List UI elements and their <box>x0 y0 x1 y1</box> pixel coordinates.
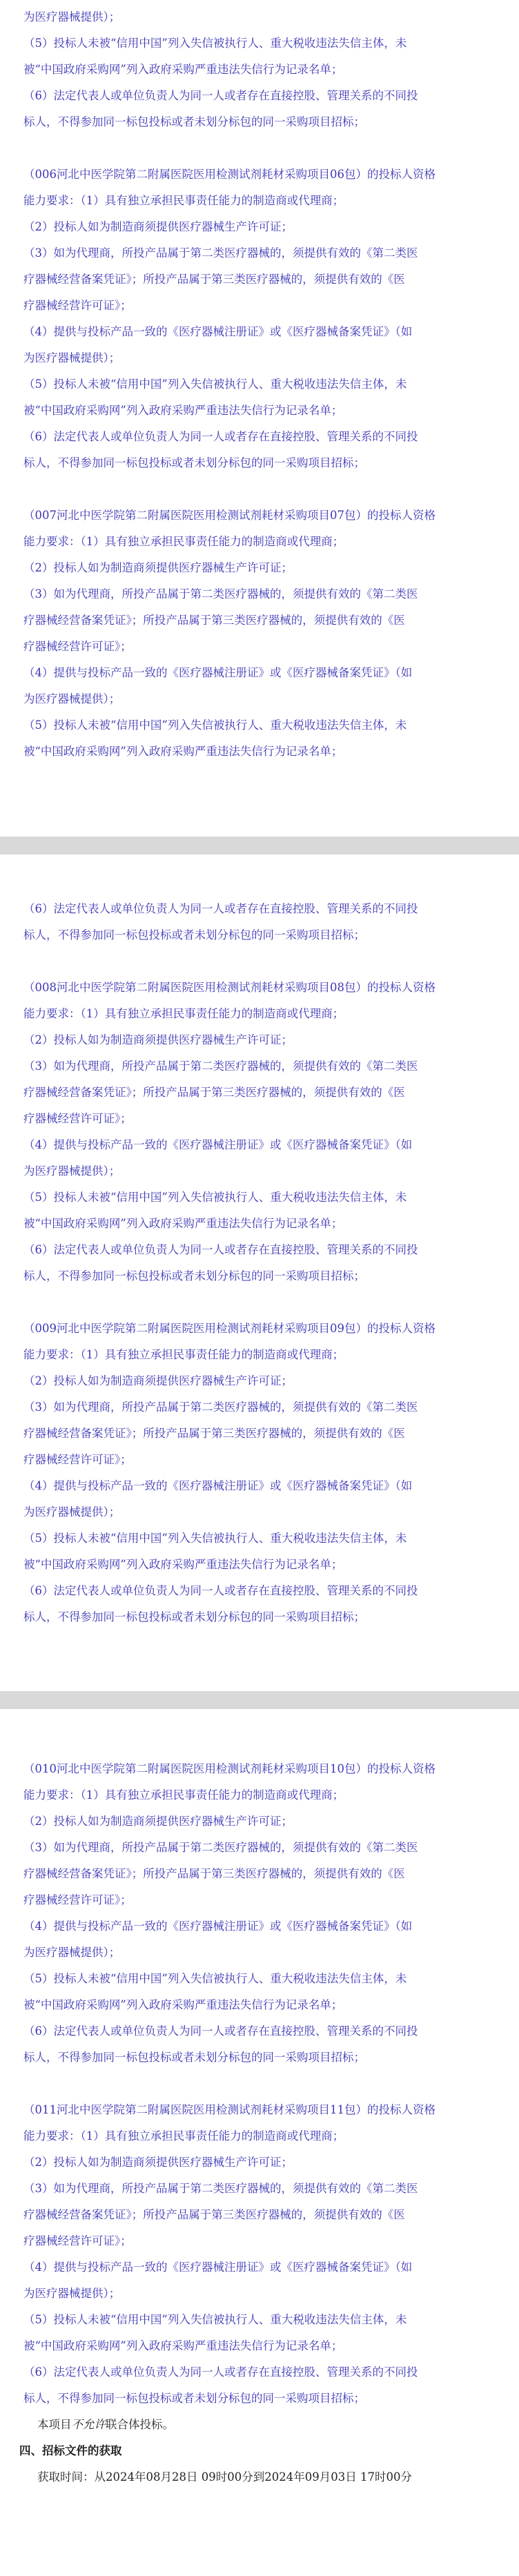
text-line: 为医疗器械提供）； <box>23 2287 121 2300</box>
text-line: （3）如为代理商，所投产品属于第二类医疗器械的，须提供有效的《第二类医 <box>23 2182 418 2195</box>
text-line: 能力要求：（1）具有独立承担民事责任能力的制造商或代理商； <box>23 1007 344 1020</box>
text-line: 被“中国政府采购网”列入政府采购严重违法失信行为记录名单； <box>23 404 343 417</box>
text-line: 为医疗器械提供）； <box>23 10 121 23</box>
text-line: （006河北中医学院第二附属医院医用检测试剂耗材采购项目06包）的投标人资格 <box>23 168 435 181</box>
text-line: （6）法定代表人或单位负责人为同一人或者存在直接控股、管理关系的不同投 <box>23 2365 418 2379</box>
text-line: （2）投标人如为制造商须提供医疗器械生产许可证； <box>23 220 293 233</box>
text-line: 疗器械经营备案凭证》；所投产品属于第三类医疗器械的，须提供有效的《医 <box>23 1427 405 1440</box>
text-line: 疗器械经营许可证》； <box>23 1453 132 1466</box>
text-line: （3）如为代理商，所投产品属于第二类医疗器械的，须提供有效的《第二类医 <box>23 1401 418 1414</box>
text-line: （5）投标人未被“信用中国”列入失信被执行人、重大税收违法失信主体，未 <box>23 2313 407 2326</box>
text-line: （4）提供与投标产品一致的《医疗器械注册证》或《医疗器械备案凭证》（如 <box>23 666 413 679</box>
text-line: （4）提供与投标产品一致的《医疗器械注册证》或《医疗器械备案凭证》（如 <box>23 1138 413 1151</box>
page-3-lines <box>19 1756 500 2412</box>
text-line: 标人，不得参加同一标包投标或者未划分标包的同一采购项目招标； <box>23 2392 365 2405</box>
consortium-prefix: 本项目 <box>37 2418 72 2431</box>
text-line: （5）投标人未被“信用中国”列入失信被执行人、重大税收违法失信主体，未 <box>23 1532 407 1545</box>
text-line: （009河北中医学院第二附属医院医用检测试剂耗材采购项目09包）的投标人资格 <box>23 1322 435 1335</box>
text-line: （5）投标人未被“信用中国”列入失信被执行人、重大税收违法失信主体，未 <box>23 37 407 50</box>
text-line: 被“中国政府采购网”列入政府采购严重违法失信行为记录名单； <box>23 63 343 76</box>
text-line: 标人，不得参加同一标包投标或者未划分标包的同一采购项目招标； <box>23 115 365 128</box>
blank-line <box>19 476 500 502</box>
text-line: 能力要求：（1）具有独立承担民事责任能力的制造商或代理商； <box>23 1788 344 1802</box>
text-line: 被“中国政府采购网”列入政府采购严重违法失信行为记录名单； <box>23 1558 343 1571</box>
document-page-2 <box>0 855 519 1691</box>
text-line: 疗器械经营备案凭证》；所投产品属于第三类医疗器械的，须提供有效的《医 <box>23 614 405 627</box>
text-line: 为医疗器械提供）； <box>23 692 121 705</box>
text-line: （008河北中医学院第二附属医院医用检测试剂耗材采购项目08包）的投标人资格 <box>23 981 435 994</box>
text-line: 能力要求：（1）具有独立承担民事责任能力的制造商或代理商； <box>23 535 344 548</box>
consortium-note <box>19 2412 500 2438</box>
text-line: 标人，不得参加同一标包投标或者未划分标包的同一采购项目招标； <box>23 2051 365 2064</box>
text-line: 能力要求：（1）具有独立承担民事责任能力的制造商或代理商； <box>23 1348 344 1361</box>
consortium-suffix: 联合体投标。 <box>106 2418 174 2431</box>
text-line: （6）法定代表人或单位负责人为同一人或者存在直接控股、管理关系的不同投 <box>23 1584 418 1597</box>
text-line: （2）投标人如为制造商须提供医疗器械生产许可证； <box>23 561 293 574</box>
page-separator <box>0 1691 519 1709</box>
text-line: 疗器械经营许可证》； <box>23 299 132 312</box>
text-line: 为医疗器械提供）； <box>23 1946 121 1959</box>
acquisition-time: 获取时间：从2024年08月28日 09时00分到2024年09月03日 17时00分 <box>37 2470 412 2484</box>
text-line: （5）投标人未被“信用中国”列入失信被执行人、重大税收违法失信主体，未 <box>23 719 407 732</box>
text-line: （3）如为代理商，所投产品属于第二类医疗器械的，须提供有效的《第二类医 <box>23 246 418 260</box>
text-line: （6）法定代表人或单位负责人为同一人或者存在直接控股、管理关系的不同投 <box>23 430 418 443</box>
text-line: 被“中国政府采购网”列入政府采购严重违法失信行为记录名单； <box>23 1217 343 1230</box>
text-line: 被“中国政府采购网”列入政府采购严重违法失信行为记录名单； <box>23 745 343 758</box>
text-line: （3）如为代理商，所投产品属于第二类医疗器械的，须提供有效的《第二类医 <box>23 1841 418 1854</box>
text-line: （4）提供与投标产品一致的《医疗器械注册证》或《医疗器械备案凭证》（如 <box>23 325 413 338</box>
text-line: 标人，不得参加同一标包投标或者未划分标包的同一采购项目招标； <box>23 1269 365 1282</box>
page-2-body <box>0 855 519 1630</box>
text-line: 疗器械经营备案凭证》；所投产品属于第三类医疗器械的，须提供有效的《医 <box>23 1867 405 1880</box>
text-line: （011河北中医学院第二附属医院医用检测试剂耗材采购项目11包）的投标人资格 <box>23 2103 435 2116</box>
text-line: 标人，不得参加同一标包投标或者未划分标包的同一采购项目招标； <box>23 928 365 941</box>
text-line: （4）提供与投标产品一致的《医疗器械注册证》或《医疗器械备案凭证》（如 <box>23 2261 413 2274</box>
blank-line <box>19 135 500 162</box>
text-line: 标人，不得参加同一标包投标或者未划分标包的同一采购项目招标； <box>23 456 365 469</box>
text-line: （2）投标人如为制造商须提供医疗器械生产许可证； <box>23 1815 293 1828</box>
text-line: （3）如为代理商，所投产品属于第二类医疗器械的，须提供有效的《第二类医 <box>23 587 418 601</box>
page-3-body <box>0 1709 519 2490</box>
text-line: （5）投标人未被“信用中国”列入失信被执行人、重大税收违法失信主体，未 <box>23 1972 407 1985</box>
blank-line <box>19 948 500 975</box>
text-line: 为医疗器械提供）； <box>23 1164 121 1178</box>
text-line: 标人，不得参加同一标包投标或者未划分标包的同一采购项目招标； <box>23 1610 365 1623</box>
blank-line <box>19 1289 500 1316</box>
text-line: （4）提供与投标产品一致的《医疗器械注册证》或《医疗器械备案凭证》（如 <box>23 1479 413 1492</box>
text-line: （4）提供与投标产品一致的《医疗器械注册证》或《医疗器械备案凭证》（如 <box>23 1920 413 1933</box>
text-line: （007河北中医学院第二附属医院医用检测试剂耗材采购项目07包）的投标人资格 <box>23 509 435 522</box>
text-line: （6）法定代表人或单位负责人为同一人或者存在直接控股、管理关系的不同投 <box>23 902 418 915</box>
text-line: 疗器械经营许可证》； <box>23 1893 132 1906</box>
text-line: 疗器械经营许可证》； <box>23 640 132 653</box>
text-line: （6）法定代表人或单位负责人为同一人或者存在直接控股、管理关系的不同投 <box>23 1243 418 1256</box>
document-page-1 <box>0 0 519 837</box>
text-line: （6）法定代表人或单位负责人为同一人或者存在直接控股、管理关系的不同投 <box>23 2024 418 2038</box>
text-line: （5）投标人未被“信用中国”列入失信被执行人、重大税收违法失信主体，未 <box>23 378 407 391</box>
text-line: 为医疗器械提供）； <box>23 351 121 364</box>
text-line: 被“中国政府采购网”列入政府采购严重违法失信行为记录名单； <box>23 1998 343 2011</box>
page-separator <box>0 837 519 855</box>
text-line: （3）如为代理商，所投产品属于第二类医疗器械的，须提供有效的《第二类医 <box>23 1060 418 1073</box>
text-line: 能力要求：（1）具有独立承担民事责任能力的制造商或代理商； <box>23 2129 344 2143</box>
page-1-body <box>0 0 519 765</box>
text-line: （2）投标人如为制造商须提供医疗器械生产许可证； <box>23 1374 293 1387</box>
text-line: （010河北中医学院第二附属医院医用检测试剂耗材采购项目10包）的投标人资格 <box>23 1762 435 1775</box>
consortium-emphasis: 不允许 <box>71 2418 106 2431</box>
text-line: （6）法定代表人或单位负责人为同一人或者存在直接控股、管理关系的不同投 <box>23 89 418 102</box>
text-line: 疗器械经营备案凭证》；所投产品属于第三类医疗器械的，须提供有效的《医 <box>23 2208 405 2221</box>
text-line: 被“中国政府采购网”列入政府采购严重违法失信行为记录名单； <box>23 2339 343 2352</box>
text-line: （5）投标人未被“信用中国”列入失信被执行人、重大税收违法失信主体，未 <box>23 1191 407 1204</box>
text-line: 疗器械经营许可证》； <box>23 1112 132 1125</box>
section-heading: 四、招标文件的获取 <box>19 2444 122 2457</box>
text-line: 能力要求：（1）具有独立承担民事责任能力的制造商或代理商； <box>23 194 344 207</box>
text-line: 疗器械经营许可证》； <box>23 2234 132 2247</box>
document-page-3 <box>0 1709 519 2576</box>
text-line: 为医疗器械提供）； <box>23 1505 121 1519</box>
blank-line <box>19 2071 500 2097</box>
text-line: 疗器械经营备案凭证》；所投产品属于第三类医疗器械的，须提供有效的《医 <box>23 1086 405 1099</box>
text-line: （2）投标人如为制造商须提供医疗器械生产许可证； <box>23 1033 293 1046</box>
text-line: 疗器械经营备案凭证》；所投产品属于第三类医疗器械的，须提供有效的《医 <box>23 273 405 286</box>
text-line: （2）投标人如为制造商须提供医疗器械生产许可证； <box>23 2156 293 2169</box>
